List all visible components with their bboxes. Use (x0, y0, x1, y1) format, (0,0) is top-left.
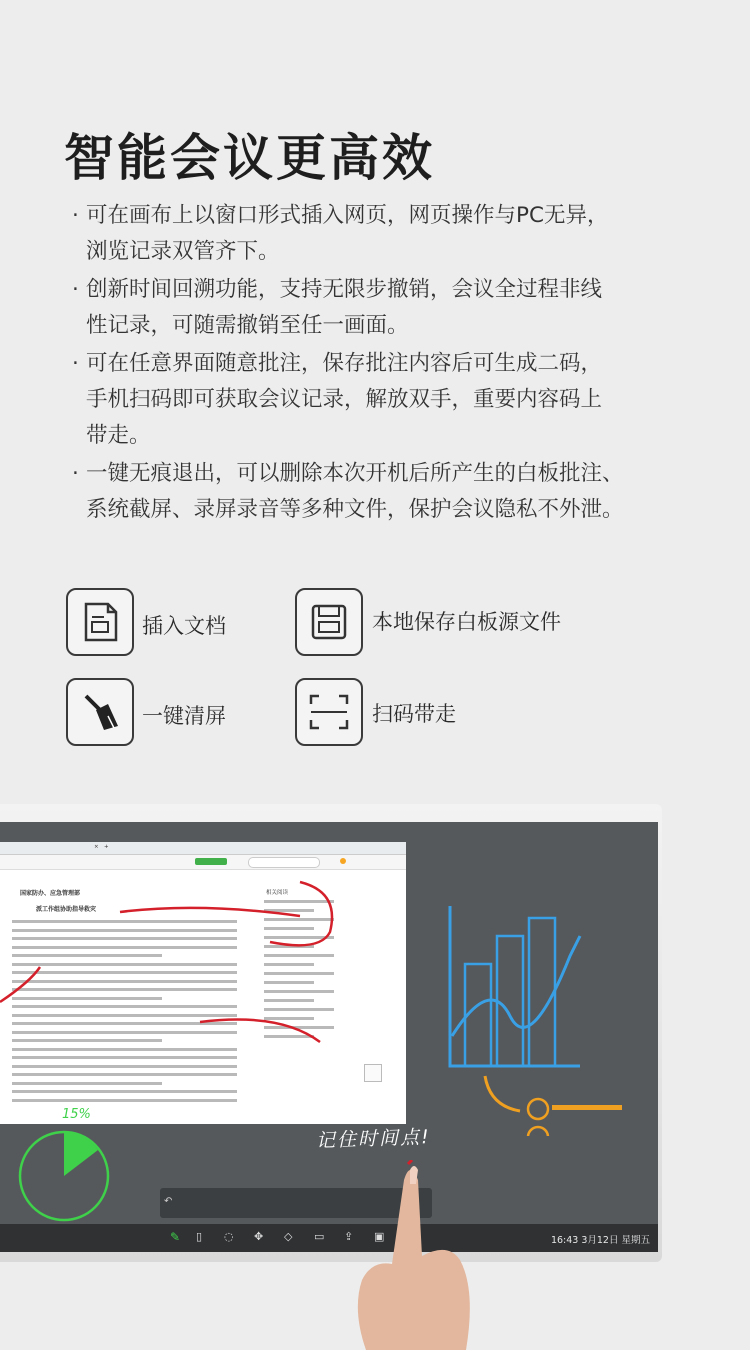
bullet-icon: · (72, 203, 79, 228)
window-icon[interactable]: ▭ (314, 1230, 325, 1243)
tab-close-icon[interactable]: × (94, 844, 99, 850)
clear-screen-label: 一键清屏 (142, 704, 226, 728)
feature-text-line: 一键无痕退出，可以删除本次开机后所产生的白板批注、 (86, 461, 624, 486)
scan-takeaway-label: 扫码带走 (372, 702, 456, 726)
feature-item (72, 272, 712, 344)
bullet-icon: · (72, 277, 79, 302)
interactive-display-screen (0, 822, 658, 1252)
save-icon[interactable]: ▣ (374, 1230, 385, 1243)
drawn-arrow (485, 1076, 520, 1111)
extension-icon[interactable] (340, 858, 346, 864)
feature-item (72, 346, 712, 454)
drawn-bar (529, 918, 555, 1066)
handwritten-note: 记住时间点! (315, 1126, 432, 1152)
feature-text-line: 可在画布上以窗口形式插入网页，网页操作与PC无异， (86, 203, 609, 228)
red-ink-annotations (0, 872, 420, 1122)
article-heading: 国家防办、应急管理部 (20, 890, 81, 897)
feature-item (72, 456, 712, 528)
broom-icon (66, 678, 134, 746)
share-icon[interactable]: ⇪ (344, 1230, 354, 1243)
feature-text-line: 创新时间回溯功能，支持无限步撤销，会议全过程非线 (86, 277, 603, 302)
security-badge (195, 858, 227, 865)
whiteboard-annotations (430, 906, 630, 1136)
save-file-icon (295, 588, 363, 656)
drawn-bar (497, 936, 523, 1066)
bullet-icon: · (72, 351, 79, 376)
green-timer-drawing (14, 1102, 124, 1232)
move-icon[interactable]: ✥ (254, 1230, 264, 1243)
feature-text-line: 浏览记录双管齐下。 (86, 239, 280, 264)
feature-text-line: 带走。 (86, 423, 151, 448)
drawn-trend-line (452, 936, 580, 1036)
pen-tool-icon[interactable]: ✎ (170, 1230, 181, 1244)
feature-text-line: 性记录，可随需撤销至任一画面。 (86, 313, 409, 338)
document-icon (66, 588, 134, 656)
sidebar-title: 相关阅读 (266, 890, 289, 896)
scan-icon (295, 678, 363, 746)
eraser-icon[interactable]: ▯ (196, 1230, 203, 1243)
select-tool-icon[interactable]: ◌ (224, 1230, 234, 1243)
bottom-dock (0, 1224, 658, 1252)
bullet-icon: · (72, 461, 79, 486)
system-clock: 16:43 3月12日 星期五 (550, 1235, 650, 1246)
timer-percent-text: 15% (62, 1107, 91, 1122)
insert-document-label: 插入文档 (142, 614, 226, 638)
hand-image (352, 1160, 478, 1350)
person-icon (528, 1099, 548, 1119)
person-icon (528, 1127, 548, 1136)
feature-item (72, 198, 712, 270)
shape-tool-icon[interactable]: ◇ (284, 1230, 293, 1243)
browser-tab-bar[interactable] (0, 842, 406, 855)
article-subheading: 派工作组协助指导救灾 (36, 906, 97, 913)
feature-text-line: 系统截屏、录屏录音等多种文件，保护会议隐私不外泄。 (86, 497, 624, 522)
save-whiteboard-label: 本地保存白板源文件 (372, 610, 561, 634)
feature-list (72, 198, 712, 530)
page-title: 智能会议更高效 (64, 129, 435, 187)
undo-icon[interactable]: ↶ (164, 1196, 173, 1207)
new-tab-icon[interactable]: + (104, 844, 109, 850)
browser-search-input[interactable] (248, 857, 320, 868)
feature-text-line: 可在任意界面随意批注，保存批注内容后可生成二码， (86, 351, 603, 376)
feature-text-line: 手机扫码即可获取会议记录，解放双手，重要内容码上 (86, 387, 603, 412)
browser-address-bar[interactable] (0, 855, 406, 870)
